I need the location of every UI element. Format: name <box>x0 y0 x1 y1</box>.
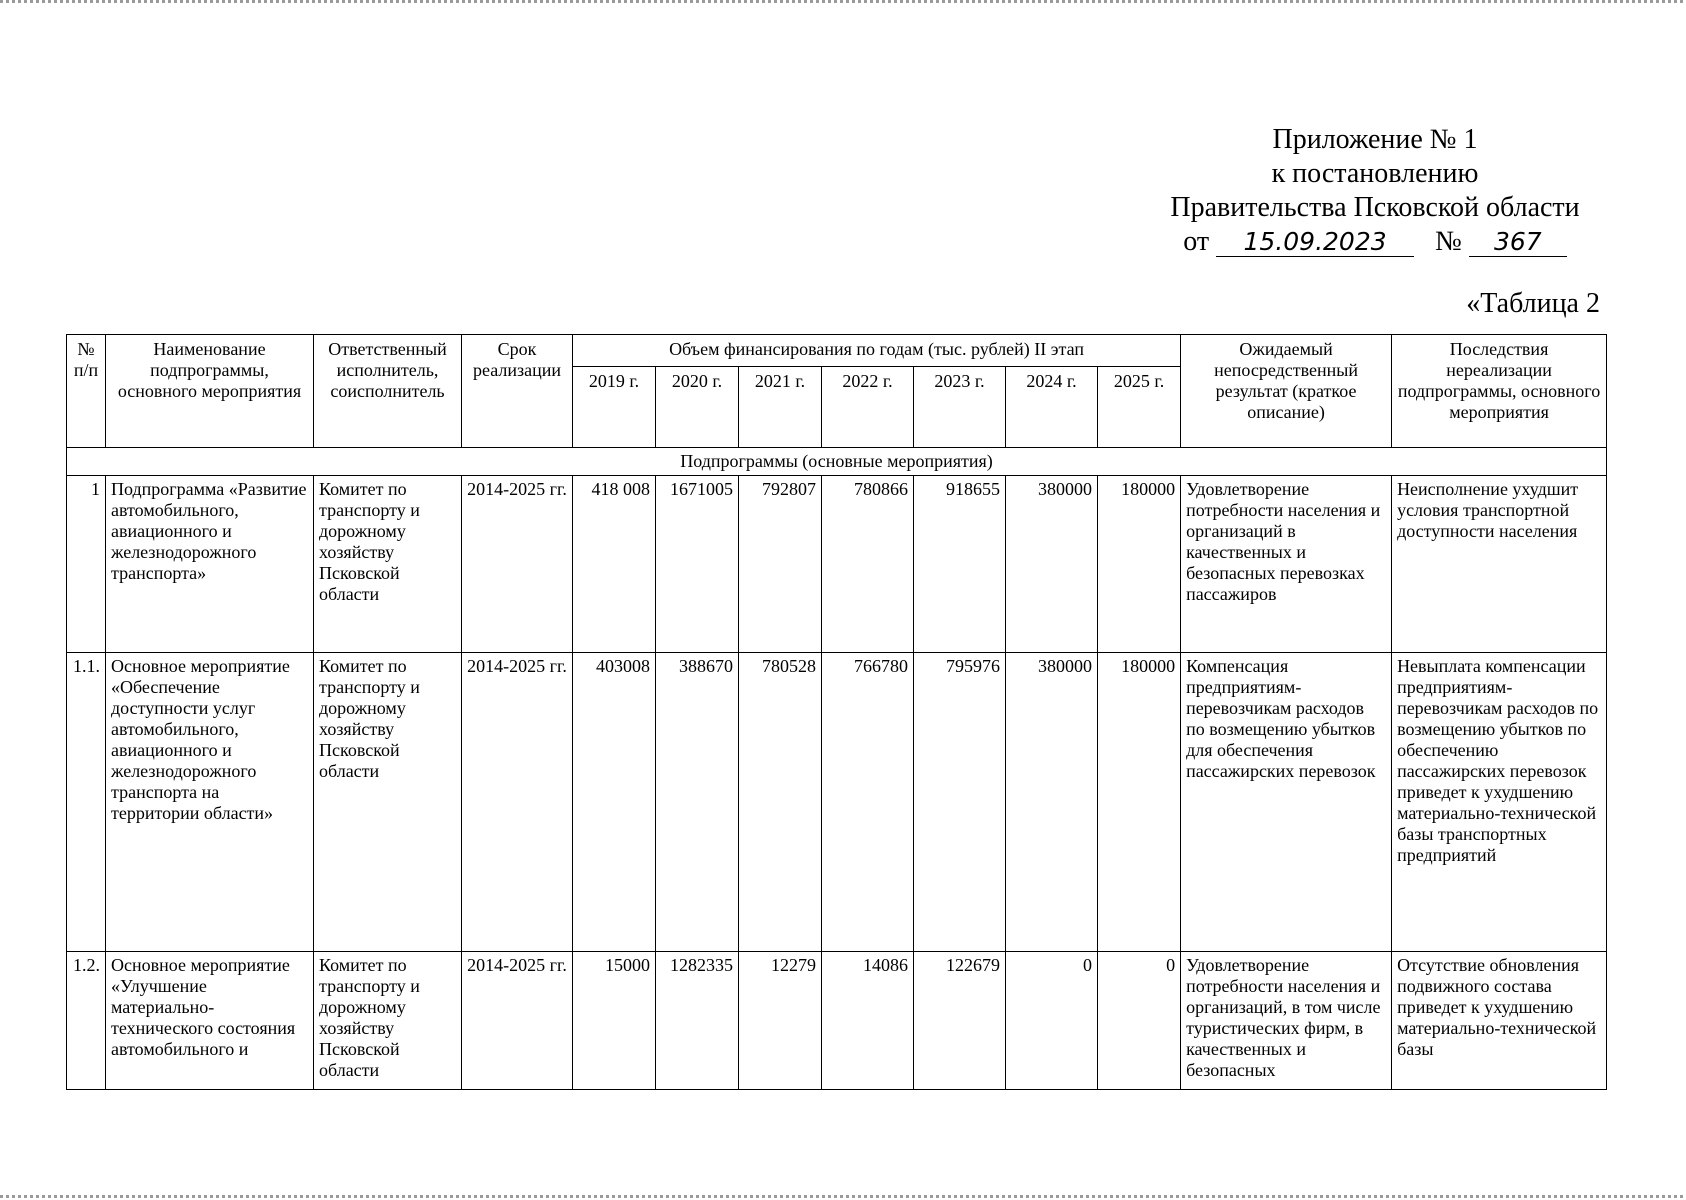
section-title: Подпрограммы (основные мероприятия) <box>67 448 1607 476</box>
handwritten-number: 367 <box>1469 228 1567 257</box>
table-row <box>67 952 1607 1090</box>
row-value-2022: 14086 <box>822 952 914 1090</box>
row-executor: Комитет по транспорту и дорожному хозяйству Псковской области <box>314 952 462 1090</box>
header-funding: Объем финансирования по годам (тыс. рублей) II этап <box>573 335 1181 367</box>
table-row <box>67 653 1607 952</box>
row-num: 1.2. <box>67 952 106 1090</box>
row-period: 2014-2025 гг. <box>462 952 573 1090</box>
row-result: Компенсация предприятиям-перевозчикам расходов по возмещению убытков для обеспечения пассажирских перевозок <box>1181 653 1392 952</box>
table-title: «Таблица 2 <box>1466 288 1600 319</box>
row-executor: Комитет по транспорту и дорожному хозяйству Псковской области <box>314 653 462 952</box>
scan-edge-top <box>0 0 1686 3</box>
row-value-2021: 12279 <box>739 952 822 1090</box>
funding-table <box>66 334 1607 1090</box>
row-value-2025: 180000 <box>1098 476 1181 653</box>
row-value-2021: 792807 <box>739 476 822 653</box>
row-value-2020: 1671005 <box>656 476 739 653</box>
header-result: Ожидаемый непосредственный результат (краткое описание) <box>1181 335 1392 448</box>
row-name: Основное мероприятие «Обеспечение доступности услуг автомобильного, авиационного и железнодорожного транспорта на территории области» <box>106 653 314 952</box>
row-num: 1 <box>67 476 106 653</box>
row-value-2024: 380000 <box>1006 653 1098 952</box>
header-year: 2019 г. <box>573 367 656 448</box>
row-executor: Комитет по транспорту и дорожному хозяйству Псковской области <box>314 476 462 653</box>
row-result: Удовлетворение потребности населения и организаций, в том числе туристических фирм, в качественных и безопасных <box>1181 952 1392 1090</box>
row-result: Удовлетворение потребности населения и организаций в качественных и безопасных перевозках пассажиров <box>1181 476 1392 653</box>
row-consequences: Невыплата компенсации предприятиям-перевозчикам расходов по возмещению убытков по обеспечению пассажирских перевозок приведет к ухудшению материально-технической базы транспортных предприятий <box>1392 653 1607 952</box>
row-value-2025: 180000 <box>1098 653 1181 952</box>
header-period: Срок реализации <box>462 335 573 448</box>
row-value-2020: 1282335 <box>656 952 739 1090</box>
date-prefix: от <box>1183 226 1210 257</box>
row-name: Основное мероприятие «Улучшение материально-технического состояния автомобильного и <box>106 952 314 1090</box>
row-period: 2014-2025 гг. <box>462 653 573 952</box>
row-value-2023: 795976 <box>914 653 1006 952</box>
attachment-date-number-line <box>1150 225 1600 259</box>
row-consequences: Неисполнение ухудшит условия транспортной доступности населения <box>1392 476 1607 653</box>
row-value-2019: 418 008 <box>573 476 656 653</box>
row-value-2019: 403008 <box>573 653 656 952</box>
header-consequences: Последствия нереализации подпрограммы, основного мероприятия <box>1392 335 1607 448</box>
row-value-2024: 380000 <box>1006 476 1098 653</box>
row-value-2020: 388670 <box>656 653 739 952</box>
row-period: 2014-2025 гг. <box>462 476 573 653</box>
attachment-title: Приложение № 1 <box>1272 124 1478 155</box>
section-row <box>67 448 1607 476</box>
header-num: № п/п <box>67 335 106 448</box>
row-value-2022: 780866 <box>822 476 914 653</box>
header-executor: Ответственный исполнитель, соисполнитель <box>314 335 462 448</box>
row-value-2024: 0 <box>1006 952 1098 1090</box>
row-num: 1.1. <box>67 653 106 952</box>
scan-edge-bottom <box>0 1195 1686 1198</box>
table-row <box>67 476 1607 653</box>
handwritten-date: 15.09.2023 <box>1216 228 1414 257</box>
header-year: 2022 г. <box>822 367 914 448</box>
header-row-top <box>67 335 1607 367</box>
attachment-resolution-line: к постановлению <box>1271 158 1479 189</box>
attachment-block <box>1150 123 1600 259</box>
row-value-2022: 766780 <box>822 653 914 952</box>
row-value-2019: 15000 <box>573 952 656 1090</box>
header-year: 2020 г. <box>656 367 739 448</box>
row-value-2023: 918655 <box>914 476 1006 653</box>
number-prefix: № <box>1435 226 1462 257</box>
header-year: 2025 г. <box>1098 367 1181 448</box>
header-name: Наименование подпрограммы, основного мероприятия <box>106 335 314 448</box>
row-value-2021: 780528 <box>739 653 822 952</box>
row-name: Подпрограмма «Развитие автомобильного, авиационного и железнодорожного транспорта» <box>106 476 314 653</box>
row-value-2025: 0 <box>1098 952 1181 1090</box>
row-value-2023: 122679 <box>914 952 1006 1090</box>
header-year: 2021 г. <box>739 367 822 448</box>
row-consequences: Отсутствие обновления подвижного состава приведет к ухудшению материально-технической базы <box>1392 952 1607 1090</box>
attachment-government-line: Правительства Псковской области <box>1170 192 1580 223</box>
header-year: 2023 г. <box>914 367 1006 448</box>
header-year: 2024 г. <box>1006 367 1098 448</box>
